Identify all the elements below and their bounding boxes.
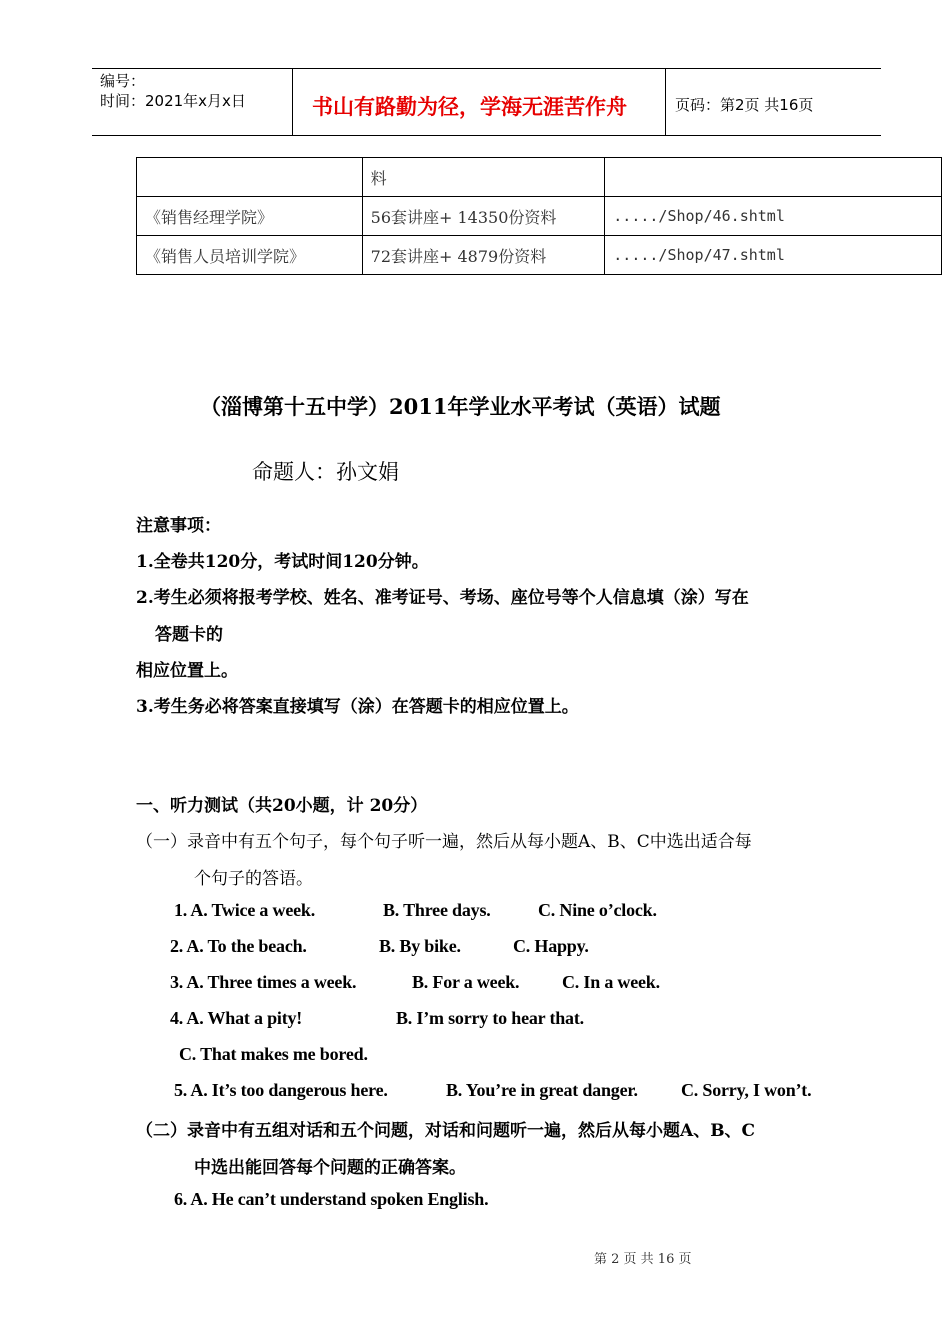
course-name-cell: 《销售经理学院》 (137, 197, 363, 236)
course-content-cell: 56套讲座+ 14350份资料 (362, 197, 605, 236)
course-name-cell (137, 158, 363, 197)
option-b: B. Three days. (383, 900, 491, 920)
resource-table (136, 157, 942, 275)
option-c: C. In a week. (562, 972, 660, 992)
table-row (137, 197, 942, 236)
part-instruction-continued: 中选出能回答每个问题的正确答案。 (194, 1158, 466, 1178)
option-b: B. For a week. (412, 972, 520, 992)
header-bottom-rule (92, 135, 881, 136)
notice-item-2: 2.考生必须将报考学校、姓名、准考证号、考场、座位号等个人信息填（涂）写在 (136, 588, 749, 608)
part-instruction: （一）录音中有五个句子，每个句子听一遍，然后从每小题A、B、C中选出适合每 (136, 832, 752, 852)
course-link-cell[interactable]: ...../Shop/47.shtml (605, 236, 942, 275)
option-a: 1. A. Twice a week. (174, 900, 316, 920)
page-footer: 第 2 页 共 16 页 (594, 1252, 692, 1267)
course-link-cell (605, 158, 942, 197)
notice-item-1: 1.全卷共120分，考试时间120分钟。 (136, 552, 429, 572)
option-b: B. By bike. (379, 936, 461, 956)
notice-item-3: 3.考生务必将答案直接填写（涂）在答题卡的相应位置上。 (136, 697, 579, 717)
option-c: C. Sorry, I won’t. (681, 1080, 812, 1100)
section-heading: 一、听力测试（共20小题，计 20分） (136, 796, 428, 816)
option-c: C. Nine o’clock. (538, 900, 657, 920)
notice-item-2-end: 相应位置上。 (136, 661, 238, 681)
course-name-cell: 《销售人员培训学院》 (137, 236, 363, 275)
time-label: 时间：2021年x月x日 (100, 92, 246, 110)
page-info: 页码：第2页 共16页 (675, 96, 814, 114)
header-divider-right (665, 68, 666, 135)
option-c: C. That makes me bored. (179, 1044, 368, 1064)
course-content-cell: 72套讲座+ 4879份资料 (362, 236, 605, 275)
course-content-cell: 料 (362, 158, 605, 197)
exam-title: （淄博第十五中学）2011年学业水平考试（英语）试题 (200, 394, 721, 419)
notice-heading: 注意事项： (136, 516, 221, 536)
option-a: 5. A. It’s too dangerous here. (174, 1080, 388, 1100)
part-instruction: （二）录音中有五组对话和五个问题，对话和问题听一遍，然后从每小题A、B、C (136, 1121, 756, 1141)
option-a: 6. A. He can’t understand spoken English. (174, 1189, 489, 1209)
option-c: C. Happy. (513, 936, 589, 956)
header-motto: 书山有路勤为径，学海无涯苦作舟 (312, 95, 627, 119)
option-a: 2. A. To the beach. (170, 936, 307, 956)
exam-author: 命题人：孙文娟 (252, 460, 399, 484)
option-b: B. I’m sorry to hear that. (396, 1008, 584, 1028)
part-instruction-continued: 个句子的答语。 (194, 869, 313, 889)
header-top-rule (92, 68, 881, 69)
course-link-cell[interactable]: ...../Shop/46.shtml (605, 197, 942, 236)
option-b: B. You’re in great danger. (446, 1080, 638, 1100)
notice-item-2-continued: 答题卡的 (155, 625, 223, 645)
option-a: 4. A. What a pity! (170, 1008, 303, 1028)
table-row (137, 236, 942, 275)
option-a: 3. A. Three times a week. (170, 972, 357, 992)
table-row (137, 158, 942, 197)
header-divider-left (292, 68, 293, 135)
code-label: 编号： (100, 72, 146, 90)
